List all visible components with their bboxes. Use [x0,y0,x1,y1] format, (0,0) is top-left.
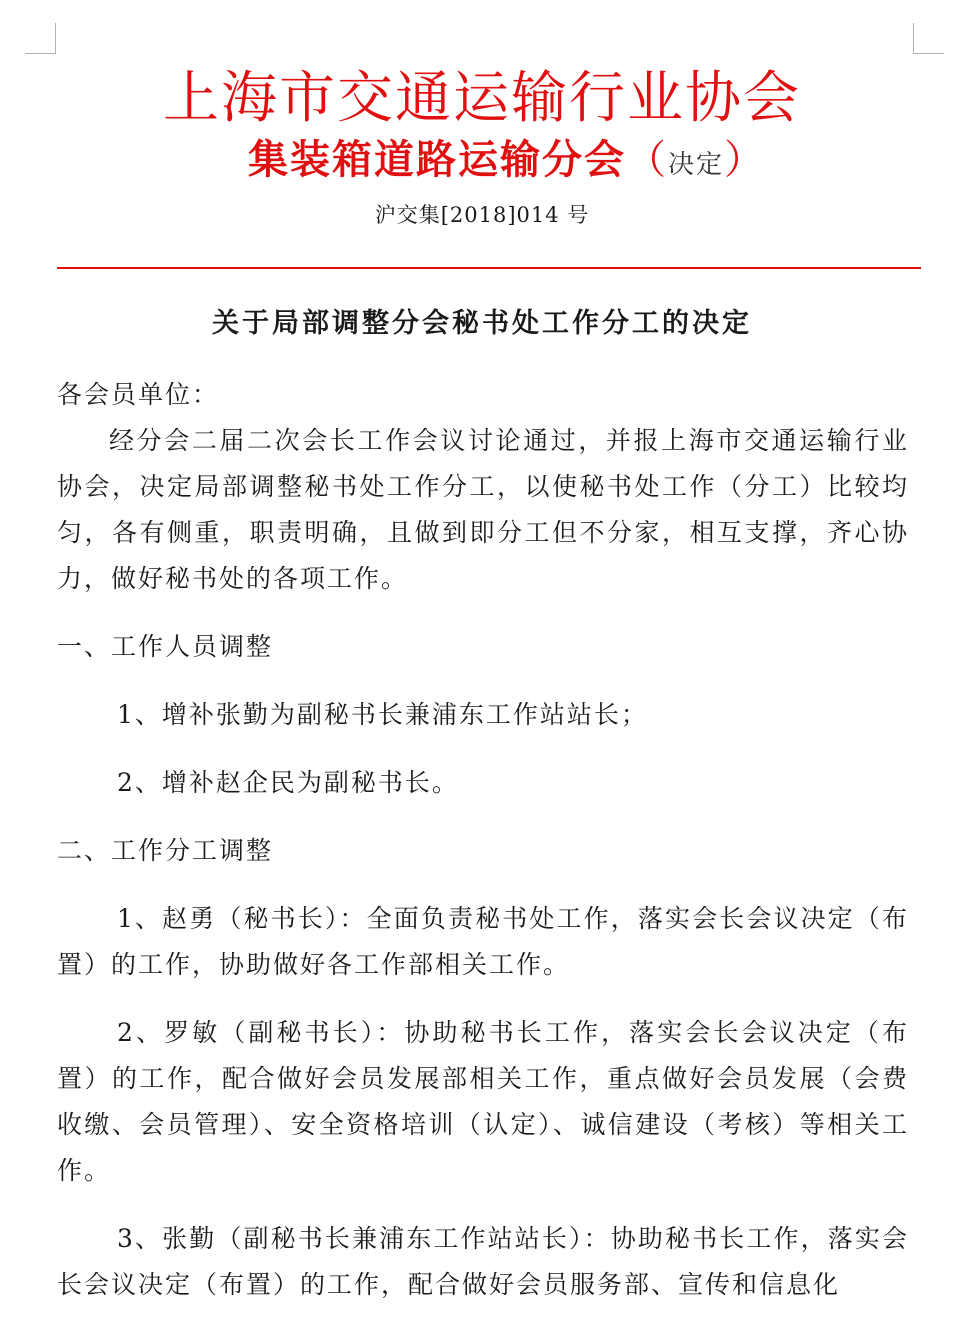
decision-note: 决定 [668,150,725,180]
paren-close: ） [724,137,767,183]
page-corner-mark-top-right [913,23,944,54]
paren-open: （ [626,137,668,183]
page-corner-mark-top-left [25,23,56,54]
section-2-item-3: 3、张勤（副秘书长兼浦东工作站站长）：协助秘书长工作，落实会长会议决定（布置）的工作，配合做好会员服务部、宣传和信息化 [57,1224,909,1299]
header-divider [57,267,921,269]
document-title: 关于局部调整分会秘书处工作分工的决定 [212,308,752,339]
section-1-item-1: 1、增补张勤为副秘书长兼浦东工作站站长； [117,700,648,729]
document-number: 沪交集[2018]014 号 [374,203,590,227]
intro-paragraph: 经分会二届二次会长工作会议讨论通过，并报上海市交通运输行业协会，决定局部调整秘书处工作分工，以使秘书处工作（分工）比较均匀，各有侧重，职责明确，且做到即分工但不分家，相互支撑，齐心协力，做好秘书处的各项工作。 [57,426,909,593]
section-2-heading: 二、工作分工调整 [57,836,274,865]
branch-name: 集装箱道路运输分会 [248,136,626,183]
branch-name-line [248,134,766,191]
section-2-item-2: 2、罗敏（副秘书长）：协助秘书长工作，落实会长会议决定（布置）的工作，配合做好会员发展部相关工作，重点做好会员发展（会费收缴、会员管理）、安全资格培训（认定）、诚信建设（考核）等相关工作。 [57,1018,909,1185]
organization-name: 上海市交通运输行业协会 [163,66,801,131]
section-2-item-1: 1、赵勇（秘书长）：全面负责秘书处工作，落实会长会议决定（布置）的工作，协助做好各工作部相关工作。 [57,904,909,979]
section-1-item-2: 2、增补赵企民为副秘书长。 [117,768,459,797]
section-1-heading: 一、工作人员调整 [57,632,274,661]
salutation: 各会员单位： [57,380,220,409]
